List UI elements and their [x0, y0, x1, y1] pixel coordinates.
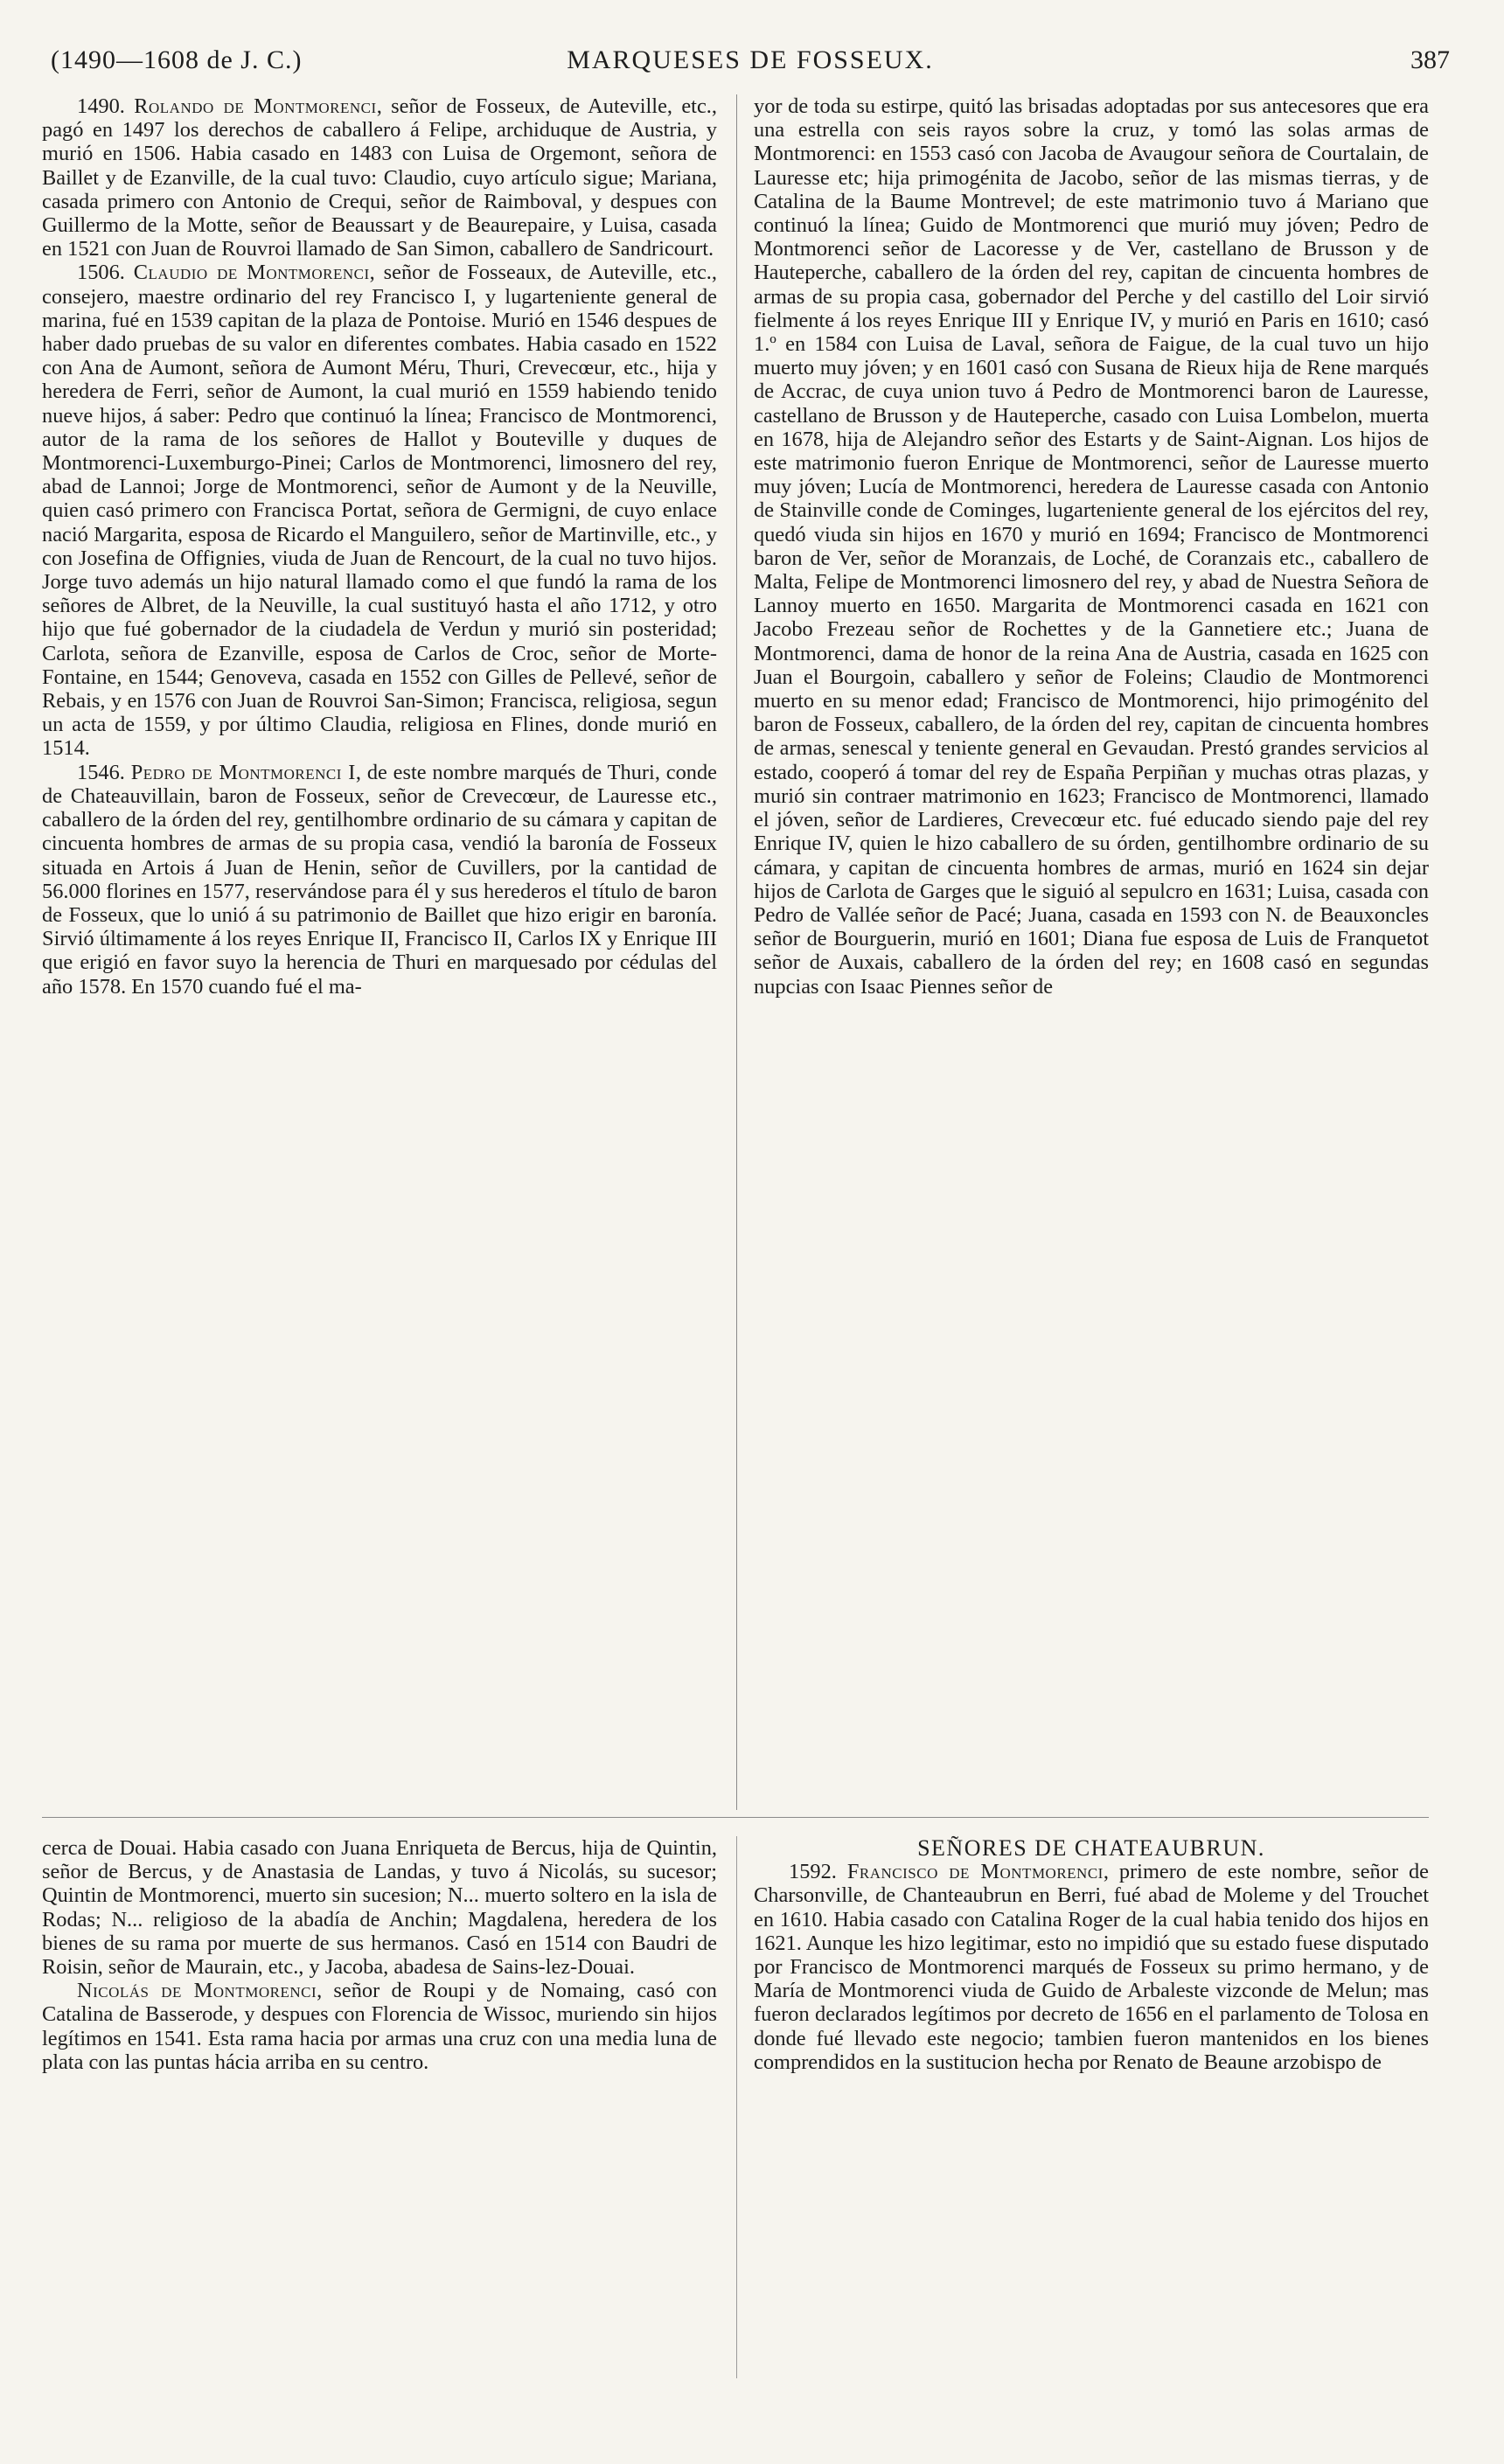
- paragraph: [42, 261, 717, 760]
- paragraph: yor de toda su estirpe, quitó las brisadas adoptadas por sus antecesores que era una estrella con seis rayos sobre la cruz, y tomó las solas armas de Montmorenci: en 1553 casó con Jacoba de Avaugour señora de Courtalain, de Lauresse etc; hija primogénita de Jacobo, señor de las mismas tierras, y de Catalina de la Baume Montrevel; de este matrimonio tuvo á Mariano que continuó la línea; Guido de Montmorenci que murió muy jóven; Pedro de Montmorenci señor de Lacoresse y de Ver, castellano de Brusson y de Hauteperche, caballero de la órden del rey, capitan de cincuenta hombres de armas de su propia casa, gobernador del Perche y del castillo del Loir sirvió fielmente á los reyes Enrique III y Enrique IV, y murió en Paris en 1610; casó 1.º en 1584 con Luisa de Laval, señora de Faigue, de la cual tuvo un hijo muerto muy jóven; y en 1601 casó con Susana de Rieux hija de Rene marqués de Accrac, de cuya union tuvo á Pedro de Montmorenci baron de Lauresse, castellano de Brusson y de Hauteperche, casado con Luisa Lombelon, muerta en 1678, hija de Alejandro señor des Estarts y de Saint-Aignan. Los hijos de este matrimonio fueron Enrique de Montmorenci, señor de Lauresse muerto muy jóven; Lucía de Montmorenci, heredera de Lauresse casada con Antonio de Stainville conde de Cominges, lugarteniente general de los ejércitos del rey, quedó viuda sin hijos en 1670 y murió en 1694; Francisco de Montmorenci baron de Ver, señor de Moranzais, de Loché, de Coranzais etc., caballero de Malta, Felipe de Montmorenci limosnero del rey, y abad de Nuestra Señora de Lannoy muerto en 1650. Margarita de Montmorenci casada en 1621 con Jacobo Frezeau señor de Rochettes y de la Gannetiere etc.; Juana de Montmorenci, dama de honor de la reina Ana de Austria, casada en 1625 con Juan el Bourgoin, caballero y señor de Foleins; Claudio de Montmorenci muerto en su menor edad; Francisco de Montmorenci, hijo primogénito del baron de Fosseux, caballero, de la órden del rey, capitan de cincuenta hombres de armas, senescal y teniente general en Gevaudan. Prestó grandes servicios al estado, cooperó á tomar del rey de España Perpiñan y muchas otras plazas, y murió sin contraer matrimonio en 1623; Francisco de Montmorenci, llamado el jóven, señor de Lardieres, Crevecœur etc. fué educado siendo paje del rey Enrique IV, quien le hizo caballero de su órden, gentilhombre ordinario de su cámara, y capitan de cincuenta hombres de armas, murió en 1624 sin dejar hijos de Carlota de Garges que le siguió al sepulcro en 1631; Luisa, casada con Pedro de Vallée señor de Pacé; Juana, casada en 1593 con N. de Beauxoncles señor de Bourguerin, murió en 1601; Diana fue esposa de Luis de Franquetot señor de Auxais, caballero de la órden del rey; en 1608 casó en segundas nupcias con Isaac Piennes señor de: [754, 94, 1429, 999]
- entry-text: , primero de este nombre, señor de Charsonville, de Chanteaubrun en Berri, fué abad de Moleme y del Trouchet en 1610. Habia casado con Catalina Roger de la cual habia tenido dos hijos en 1621. Aunque les hizo legitimar, esto no impidió que su estado fuese disputado por Francisco de Montmorenci marqués de Fosseux su primo hermano, y de María de Montmorenci viuda de Guido de Arbaleste vizconde de Melun; mas fueron declarados legítimos por decreto de 1656 en el parlamento de Tolosa en donde fué llevado este negocio; tambien fueron mantenidos en los bienes comprendidos en la sustitucion hecha por Renato de Beaune arzobispo de: [754, 1860, 1429, 2074]
- entry-name: Claudio de Montmorenci: [133, 261, 370, 285]
- page-number: 387: [1410, 45, 1450, 74]
- column-bottom-left: [42, 1836, 717, 2074]
- paragraph: [754, 1860, 1429, 2074]
- section-divider: [42, 1817, 1429, 1818]
- entry-text: , señor de Fosseaux, de Auteville, etc., consejero, maestre ordinario del rey Francisco I, y lugarteniente general de marina, fué en 1539 capitan de la plaza de Pontoise. Murió en 1546 despues de haber dado pruebas de su valor en diferentes combates. Habia casado en 1522 con Ana de Aumont, señora de Aumont Méru, Thuri, Crevecœur, etc., hija y heredera de Ferri, señor de Aumont, la cual murió en 1559 habiendo tenido nueve hijos, á saber: Pedro que continuó la línea; Francisco de Montmorenci, autor de la rama de los señores de Hallot y Bouteville y duques de Montmorenci-Luxemburgo-Pinei; Carlos de Montmorenci, limosnero del rey, abad de Lannoi; Jorge de Montmorenci, señor de Aumont y de la Neuville, quien casó primero con Francisca Portat, señora de Germigni, de cuyo enlace nació Margarita, esposa de Ricardo el Manguilero, señor de Martinville, etc., y con Josefina de Offignies, viuda de Juan de Rencourt, de la cual no tuvo hijos. Jorge tuvo además un hijo natural llamado como el que fundó la rama de los señores de Albret, de la Neuville, la cual sustituyó hasta el año 1712, y otro hijo que fué gobernador de la ciudadela de Verdun y murió sin posteridad; Carlota, señora de Ezanville, esposa de Carlos de Croc, señor de Morte-Fontaine, en 1544; Genoveva, casada en 1552 con Gilles de Pellevé, señor de Rebais, y en 1576 con Juan de Rouvroi San-Simon; Francisca, religiosa, segun un acta de 1559, y por último Claudia, religiosa en Flines, donde murió en 1514.: [42, 261, 717, 761]
- paragraph: [42, 761, 717, 999]
- column-top-right: [754, 94, 1429, 999]
- column-divider-top: [736, 94, 737, 1810]
- entry-name: Rolando de Montmorenci: [134, 94, 377, 118]
- entry-text: , de este nombre marqués de Thuri, conde de Chateauvillain, baron de Fosseux, señor de Crevecœur, de Lauresse etc., caballero de la órden del rey, gentilhombre ordinario de su cámara y capitan de cincuenta hombres de armas de su propia casa, vendió la baronía de Fosseux situada en Artois á Juan de Henin, señor de Cuvillers, por la cantidad de 56.000 florines en 1577, reservándose para él y sus herederos el título de baron de Fosseux, que lo unió á su patrimonio de Baillet que hizo erigir en baronía. Sirvió últimamente á los reyes Enrique II, Francisco II, Carlos IX y Enrique III que erigió en favor suyo la herencia de Thuri en marquesado por cédulas del año 1578. En 1570 cuando fué el ma-: [42, 760, 718, 999]
- column-bottom-right: [754, 1836, 1429, 2074]
- entry-year: 1490.: [77, 94, 125, 118]
- page-header: [51, 45, 1450, 87]
- header-running-title: MARQUESES DE FOSSEUX.: [567, 45, 934, 74]
- entry-text: , señor de Fosseux, de Auteville, etc., pagó en 1497 los derechos de caballero á Felipe, archiduque de Austria, y murió en 1506. Habia casado en 1483 con Luisa de Orgemont, señora de Baillet y de Ezanville, de la cual tuvo: Claudio, cuyo artículo sigue; Mariana, casada primero con Antonio de Crequi, señor de Raimboval, y despues con Guillermo de la Motte, señor de Beaussart y de Beaurepaire, y Luisa, casada en 1521 con Juan de Rouvroi llamado de San Simon, caballero de Sandricourt.: [42, 94, 717, 261]
- entry-name: Nicolás de Montmorenci: [77, 1979, 317, 2003]
- entry-name: Pedro de Montmorenci I: [130, 760, 356, 784]
- entry-text: , señor de Roupi y de Nomaing, casó con Catalina de Basserode, y despues con Florencia de Wissoc, muriendo sin hijos legítimos en 1541. Esta rama hacia por armas una cruz con una media luna de plata con las puntas hácia arriba en su centro.: [42, 1979, 717, 2074]
- entry-name: Francisco de Montmorenci: [846, 1860, 1104, 1884]
- entry-year: 1592.: [789, 1860, 837, 1884]
- paragraph: cerca de Douai. Habia casado con Juana Enriqueta de Bercus, hija de Quintin, señor de Bercus, y de Anastasia de Landas, y tuvo á Nicolás, su sucesor; Quintin de Montmorenci, muerto sin sucesion; N... muerto soltero en la isla de Rodas; N... religioso de la abadía de Anchin; Magdalena, heredera de los bienes de su rama por muerte de sus hermanos. Casó en 1514 con Baudri de Roisin, señor de Maurain, etc., y Jacoba, abadesa de Sains-lez-Douai.: [42, 1836, 717, 1980]
- entry-year: 1546.: [77, 760, 125, 784]
- entry-year: 1506.: [77, 261, 125, 285]
- header-date-range: (1490—1608 de J. C.): [51, 45, 303, 74]
- section-title: SEÑORES DE CHATEAUBRUN.: [917, 1835, 1265, 1861]
- paragraph: [42, 94, 717, 261]
- paragraph: [42, 1979, 717, 2074]
- column-top-left: [42, 94, 717, 999]
- column-divider-bottom: [736, 1836, 737, 2378]
